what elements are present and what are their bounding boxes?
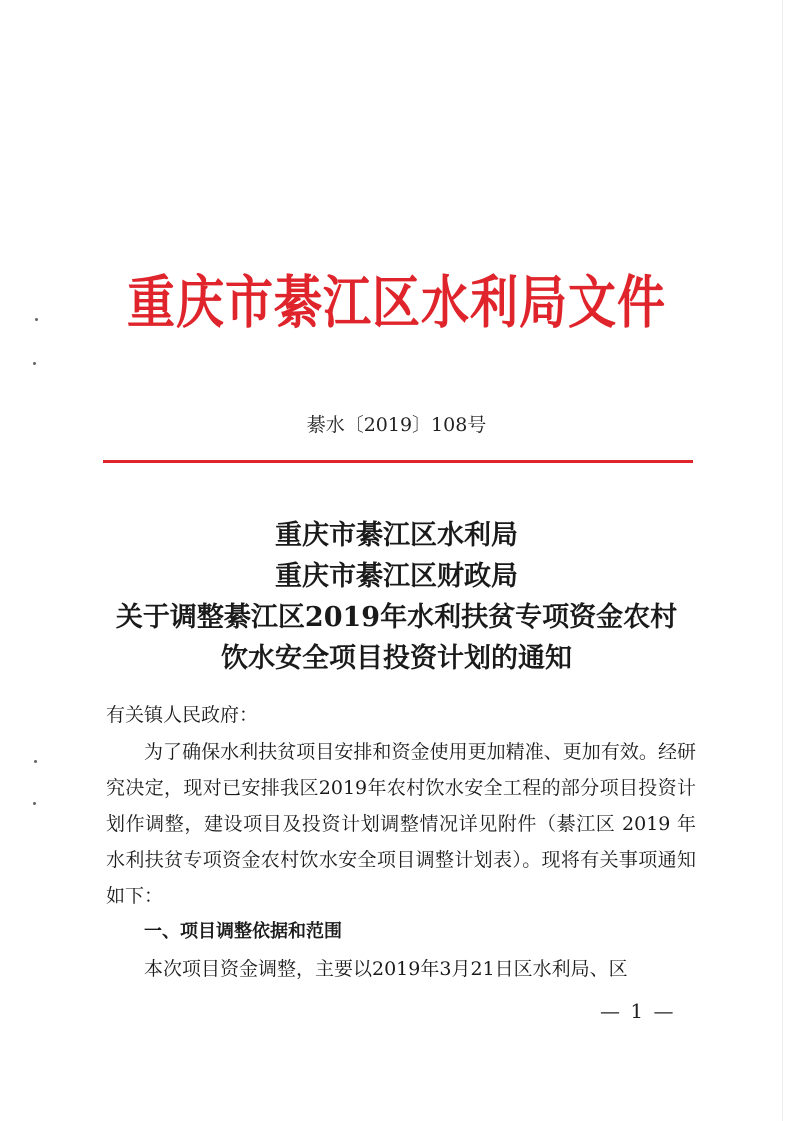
notice-title-line: 重庆市綦江区水利局 bbox=[275, 520, 518, 551]
scan-mark bbox=[33, 802, 36, 805]
notice-title bbox=[0, 515, 793, 679]
red-divider-line bbox=[103, 460, 693, 463]
notice-title-line: 重庆市綦江区财政局 bbox=[275, 561, 518, 592]
body-paragraph: 为了确保水利扶贫项目安排和资金使用更加精准、更加有效。经研究决定，现对已安排我区2019年农村饮水安全工程的部分项目投资计划作调整，建设项目及投资计划调整情况详见附件（綦江区 2019 年水利扶贫专项资金农村饮水安全项目调整计划表）。现将有关事项通知如下： bbox=[106, 741, 696, 907]
page-number: — 1 — bbox=[600, 999, 676, 1023]
scan-mark bbox=[34, 760, 37, 763]
notice-title-line: 饮水安全项目投资计划的通知 bbox=[221, 643, 572, 674]
section-heading: 一、项目调整依据和范围 bbox=[144, 921, 342, 942]
body-paragraph: 本次项目资金调整，主要以2019年3月21日区水利局、区 bbox=[144, 958, 628, 980]
document-number: 綦水〔2019〕108号 bbox=[306, 414, 487, 436]
notice-title-line: 关于调整綦江区2019年水利扶贫专项资金农村 bbox=[115, 602, 678, 633]
scan-mark bbox=[33, 362, 36, 365]
document-header-title: 重庆市綦江区水利局文件 bbox=[126, 269, 666, 337]
salutation: 有关镇人民政府： bbox=[106, 704, 259, 726]
